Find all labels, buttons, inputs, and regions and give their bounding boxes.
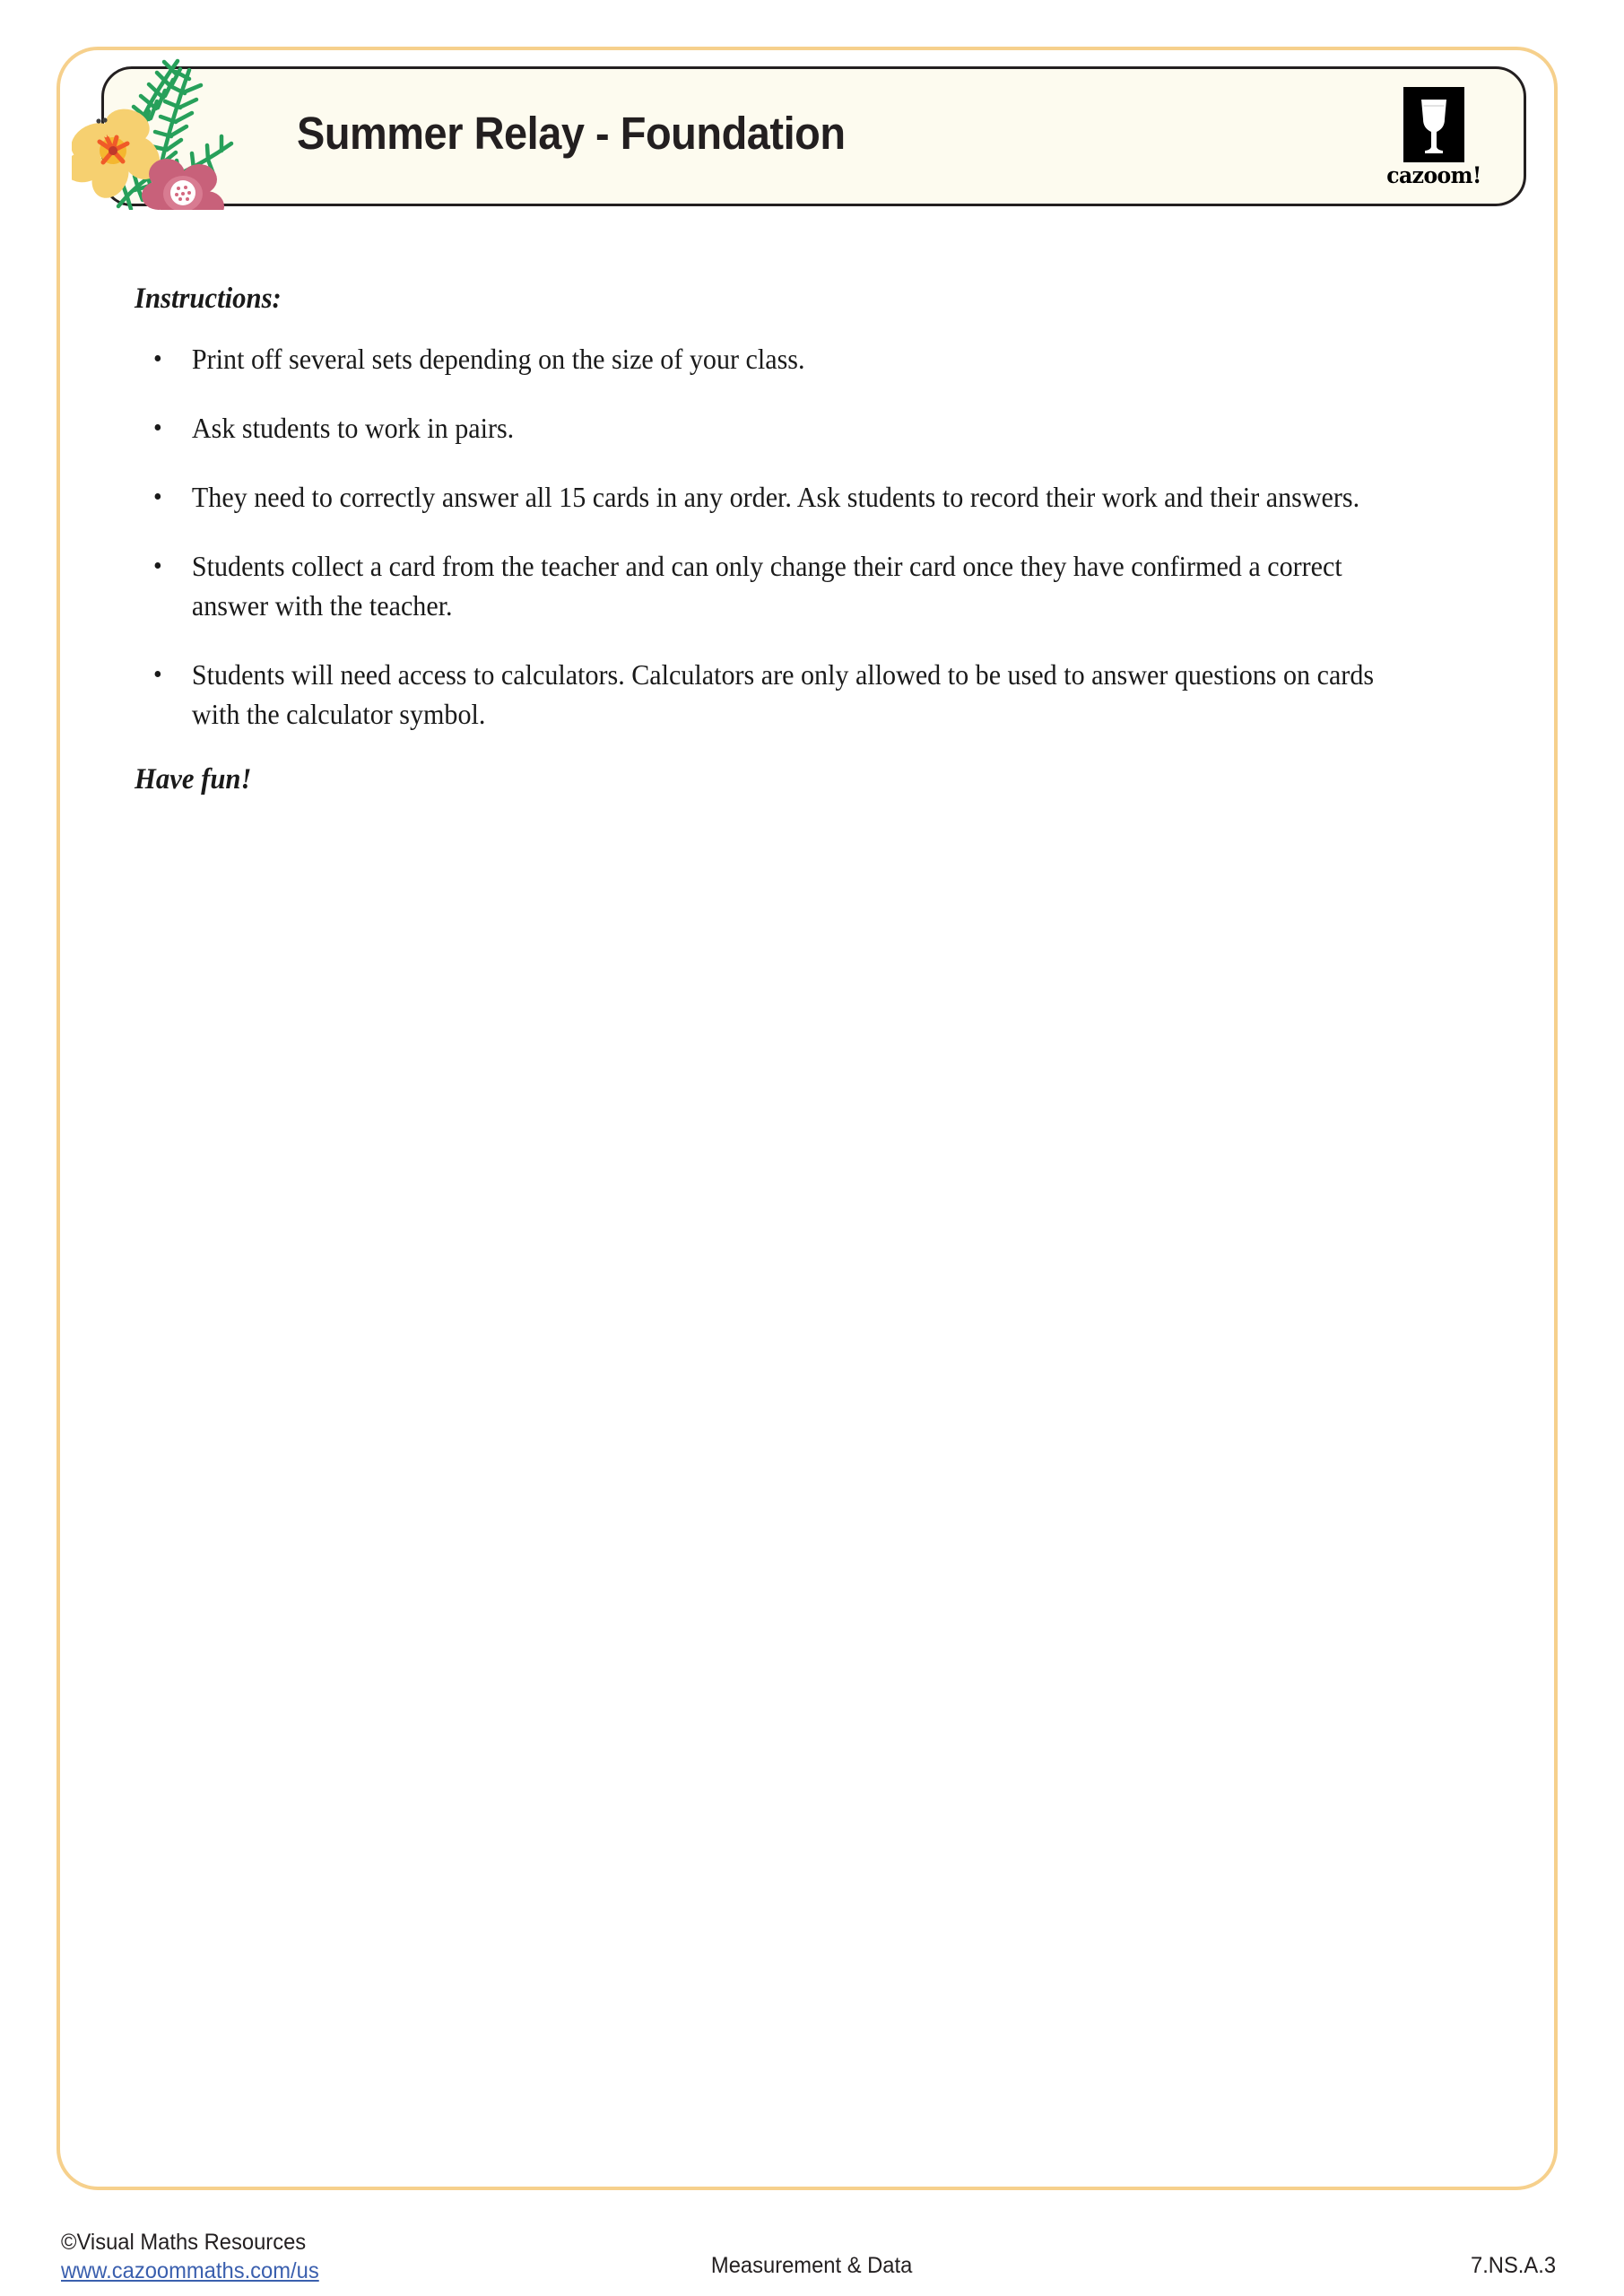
website-link[interactable]: www.cazoommaths.com/us xyxy=(61,2258,319,2283)
cazoom-logo xyxy=(1378,87,1489,196)
list-item-text: Ask students to work in pairs. xyxy=(191,412,515,444)
footer-topic xyxy=(0,2253,1624,2279)
cazoom-wordmark: cazoom! xyxy=(1386,162,1481,188)
bullet-icon xyxy=(155,562,161,569)
bullet-icon xyxy=(155,424,161,430)
header-banner xyxy=(101,66,1526,206)
list-item-text: Students will need access to calculators. Calculators are only allowed to be used to answer questions on cards with the calculator symbol. xyxy=(191,658,1375,730)
bullet-icon xyxy=(155,671,161,677)
worksheet-body xyxy=(135,283,1462,796)
list-item-text: Students collect a card from the teacher and can only change their card once they have confirmed a correct answer with the teacher. xyxy=(191,550,1342,622)
list-item-text: Print off several sets depending on the size of your class. xyxy=(191,343,805,375)
copyright-text: ©Visual Maths Resources xyxy=(61,2230,307,2255)
bullet-icon xyxy=(155,493,161,500)
instructions-list xyxy=(135,339,1462,734)
page-footer xyxy=(0,2215,1624,2296)
list-item xyxy=(135,408,1382,448)
bullet-icon xyxy=(155,355,161,361)
list-item xyxy=(135,477,1382,517)
footer-standard-code: 7.NS.A.3 xyxy=(1470,2253,1556,2278)
list-item-text: They need to correctly answer all 15 cards in any order. Ask students to record their work and their answers. xyxy=(191,481,1360,513)
instructions-heading: Instructions: xyxy=(135,283,282,315)
cazoom-goblet-icon xyxy=(1403,87,1464,162)
list-item xyxy=(135,546,1382,625)
list-item xyxy=(135,339,1382,378)
page-title: Summer Relay - Foundation xyxy=(297,108,846,159)
list-item xyxy=(135,655,1382,734)
closing-message: Have fun! xyxy=(135,763,252,796)
topic-text: Measurement & Data xyxy=(711,2253,913,2278)
